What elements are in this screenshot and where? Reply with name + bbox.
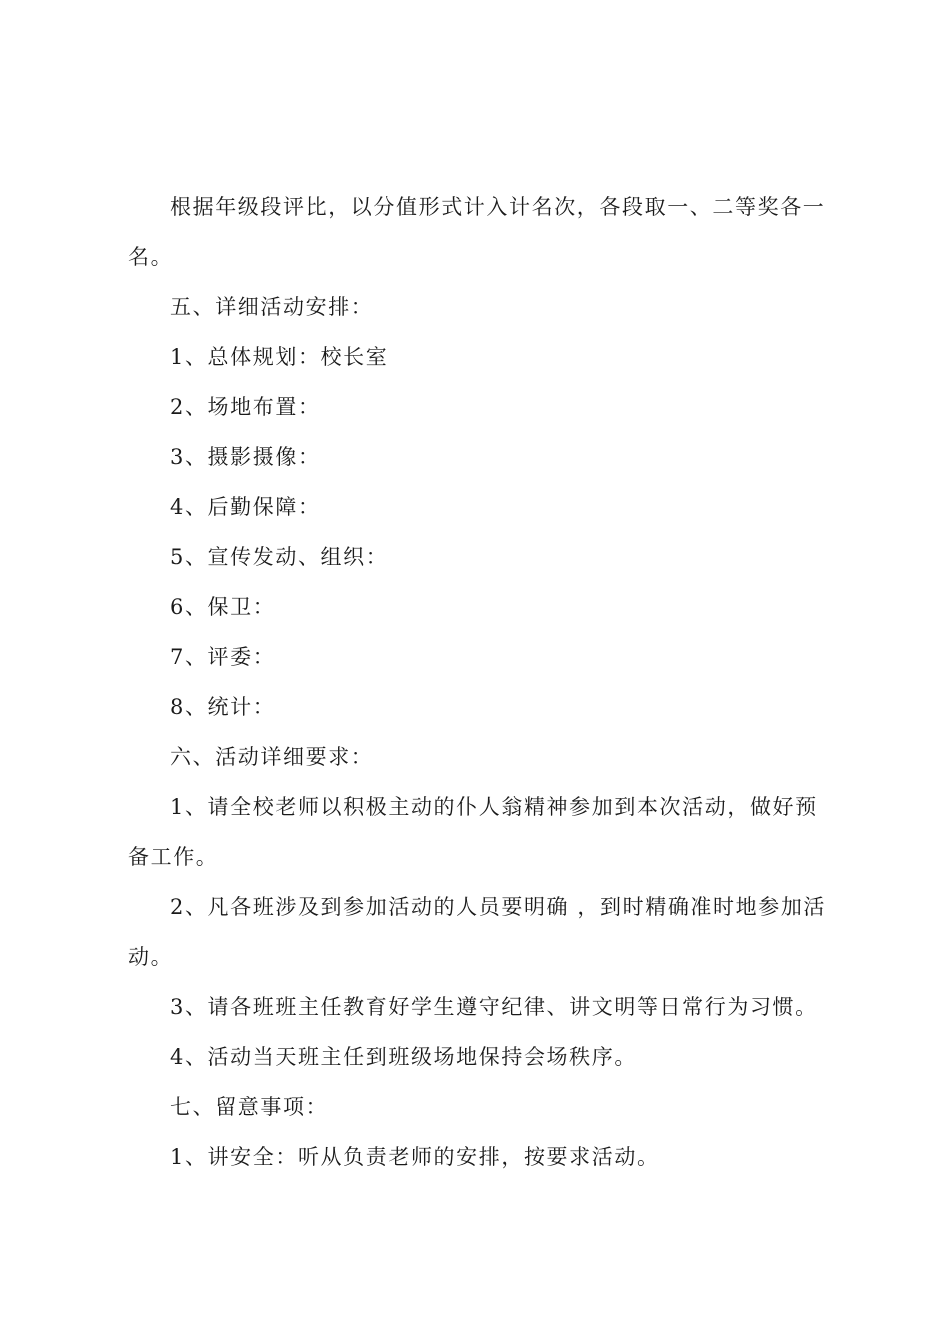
list-item-publicity: 5、宣传发动、组织：: [170, 545, 389, 569]
paragraph-award-rule: 根据年级段评比，以分值形式计入计名次，各段取一、二等奖各一名。: [128, 195, 826, 269]
heading-activity-requirements: 六、活动详细要求：: [170, 745, 374, 769]
list-item-venue-setup: 2、场地布置：: [170, 395, 321, 419]
list-item-statistics: 8、统计：: [170, 695, 276, 719]
list-item-overall-planning: 1、总体规划：校长室: [170, 345, 389, 369]
heading-precautions: 七、留意事项：: [170, 1095, 329, 1119]
document-body: [128, 182, 832, 1182]
heading-activity-arrangement: 五、详细活动安排：: [170, 295, 374, 319]
list-item-photography: 3、摄影摄像：: [170, 445, 321, 469]
requirement-item-4: 4、活动当天班主任到班级场地保持会场秩序。: [170, 1045, 637, 1069]
list-item-logistics: 4、后勤保障：: [170, 495, 321, 519]
requirement-item-3: 3、请各班班主任教育好学生遵守纪律、讲文明等日常行为习惯。: [170, 995, 818, 1019]
precaution-item-1: 1、讲安全：听从负责老师的安排，按要求活动。: [170, 1145, 660, 1169]
list-item-judges: 7、评委：: [170, 645, 276, 669]
list-item-security: 6、保卫：: [170, 595, 276, 619]
requirement-item-1: 1、请全校老师以积极主动的仆人翁精神参加到本次活动，做好预备工作。: [128, 795, 818, 869]
requirement-item-2: 2、凡各班涉及到参加活动的人员要明确 ，到时精确准时地参加活动。: [128, 895, 827, 969]
